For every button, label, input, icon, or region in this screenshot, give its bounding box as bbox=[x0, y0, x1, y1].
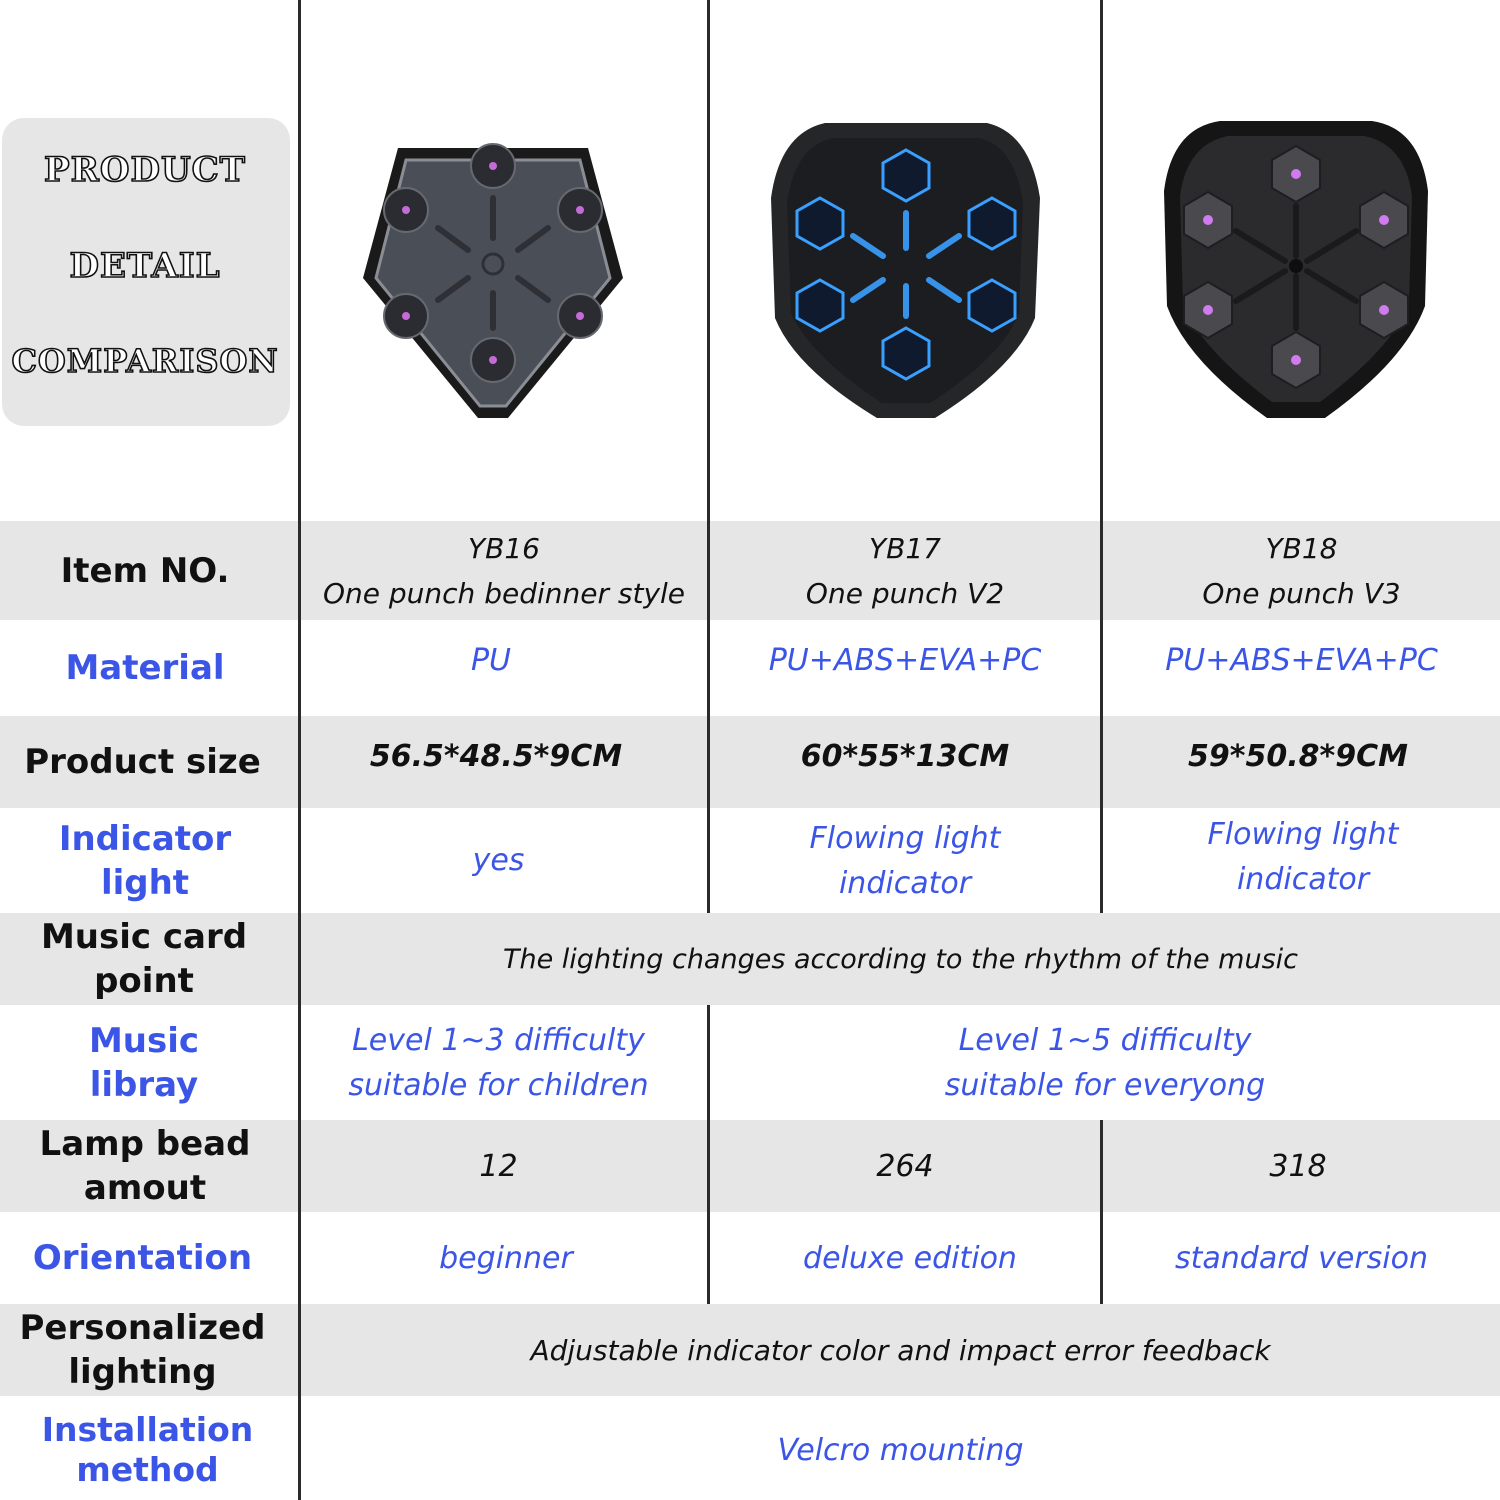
label-item-no: Item NO. bbox=[60, 550, 230, 591]
value-material-yb17: PU+ABS+EVA+PC bbox=[768, 642, 1042, 678]
product-image-yb17 bbox=[765, 118, 1047, 428]
label-installation-method: Installation method bbox=[41, 1410, 254, 1489]
value-lamp-bead-yb17: 264 bbox=[876, 1148, 934, 1184]
label-personalized-lighting: Personalized lighting bbox=[19, 1308, 266, 1392]
title-line-1: PRODUCT bbox=[44, 150, 246, 190]
label-product-size: Product size bbox=[24, 742, 261, 782]
value-orientation-yb18: standard version bbox=[1174, 1240, 1428, 1276]
value-item-no-yb16: YB16 One punch bedinner style bbox=[322, 531, 686, 610]
value-size-yb18: 59*50.8*9CM bbox=[1188, 738, 1408, 774]
value-music-card-point: The lighting changes according to the rhythm of the music bbox=[503, 943, 1298, 975]
value-size-yb17: 60*55*13CM bbox=[800, 738, 1010, 774]
value-personalized-lighting: Adjustable indicator color and impact error feedback bbox=[530, 1333, 1271, 1367]
value-installation-method: Velcro mounting bbox=[777, 1432, 1024, 1468]
product-image-yb16 bbox=[358, 128, 628, 423]
value-lamp-bead-yb18: 318 bbox=[1269, 1148, 1327, 1184]
value-music-library-yb16: Level 1~3 difficulty suitable for children bbox=[348, 1022, 649, 1103]
label-material: Material bbox=[65, 648, 225, 688]
value-orientation-yb17: deluxe edition bbox=[803, 1240, 1017, 1276]
title-line-3: COMPARISON bbox=[11, 342, 279, 380]
value-indicator-yb18: Flowing light indicator bbox=[1207, 816, 1399, 897]
value-size-yb16: 56.5*48.5*9CM bbox=[369, 738, 623, 774]
label-music-card-point: Music card point bbox=[40, 917, 248, 1001]
label-music-library: Music libray bbox=[88, 1020, 200, 1105]
value-lamp-bead-yb16: 12 bbox=[479, 1148, 518, 1184]
value-material-yb16: PU bbox=[470, 642, 512, 678]
label-indicator-light: Indicator light bbox=[58, 818, 232, 903]
value-indicator-yb17: Flowing light indicator bbox=[809, 820, 1001, 901]
value-item-no-yb18: YB18 One punch V3 bbox=[1202, 531, 1401, 610]
label-orientation: Orientation bbox=[32, 1238, 253, 1278]
value-orientation-yb16: beginner bbox=[439, 1240, 573, 1276]
value-music-library-yb17-yb18: Level 1~5 difficulty suitable for everyong bbox=[944, 1022, 1266, 1103]
value-material-yb18: PU+ABS+EVA+PC bbox=[1165, 642, 1438, 678]
product-image-yb18 bbox=[1160, 116, 1432, 424]
title-line-2: DETAIL bbox=[69, 246, 221, 286]
label-lamp-bead: Lamp bead amout bbox=[39, 1124, 251, 1208]
value-item-no-yb17: YB17 One punch V2 bbox=[805, 531, 1005, 610]
value-indicator-yb16: yes bbox=[472, 843, 525, 878]
